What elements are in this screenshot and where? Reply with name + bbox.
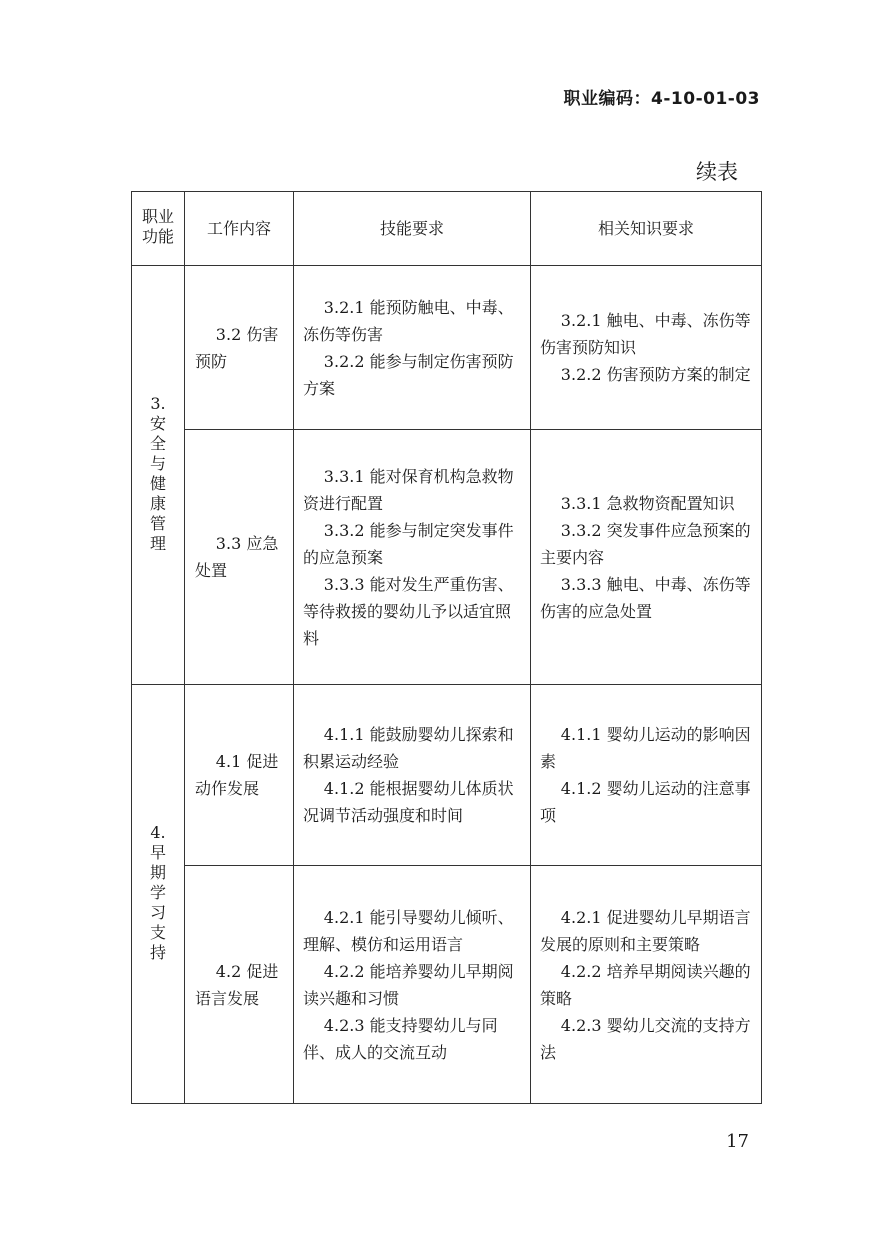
content-cell: 3.3 应急处置 bbox=[185, 430, 294, 685]
occupation-code: 职业编码：4-10-01-03 bbox=[563, 89, 760, 109]
skills-cell: 3.2.1 能预防触电、中毒、冻伤等伤害 3.2.2 能参与制定伤害预防方案 bbox=[294, 266, 531, 430]
skills-cell: 3.3.1 能对保育机构急救物资进行配置 3.3.2 能参与制定突发事件的应急预案 3.3.3 能对发生严重伤害、等待救援的婴幼儿予以适宜照料 bbox=[294, 430, 531, 685]
table-row bbox=[132, 266, 762, 430]
content-cell: 4.2 促进语言发展 bbox=[185, 866, 294, 1104]
knowledge-cell: 3.3.1 急救物资配置知识 3.3.2 突发事件应急预案的主要内容 3.3.3 触电、中毒、冻伤等伤害的应急处置 bbox=[531, 430, 762, 685]
content-cell: 4.1 促进动作发展 bbox=[185, 685, 294, 866]
function-label: 4. 早 期 学 习 支 持 bbox=[149, 822, 166, 962]
continued-label: 续表 bbox=[696, 160, 738, 184]
table-row bbox=[132, 430, 762, 685]
function-cell bbox=[132, 266, 185, 685]
header-knowledge: 相关知识要求 bbox=[531, 192, 762, 266]
function-label: 3. 安 全 与 健 康 管 理 bbox=[149, 393, 166, 553]
skills-cell: 4.2.1 能引导婴幼儿倾听、理解、模仿和运用语言 4.2.2 能培养婴幼儿早期阅读兴趣和习惯 4.2.3 能支持婴幼儿与同伴、成人的交流互动 bbox=[294, 866, 531, 1104]
header-function: 职业功能 bbox=[132, 192, 185, 266]
content-cell: 3.2 伤害预防 bbox=[185, 266, 294, 430]
knowledge-cell: 4.1.1 婴幼儿运动的影响因素 4.1.2 婴幼儿运动的注意事项 bbox=[531, 685, 762, 866]
header-skills: 技能要求 bbox=[294, 192, 531, 266]
table-header-row bbox=[132, 192, 762, 266]
function-cell bbox=[132, 685, 185, 1104]
standards-table bbox=[131, 191, 762, 1104]
knowledge-cell: 3.2.1 触电、中毒、冻伤等伤害预防知识 3.2.2 伤害预防方案的制定 bbox=[531, 266, 762, 430]
page-number: 17 bbox=[726, 1131, 749, 1152]
knowledge-cell: 4.2.1 促进婴幼儿早期语言发展的原则和主要策略 4.2.2 培养早期阅读兴趣的策略 4.2.3 婴幼儿交流的支持方法 bbox=[531, 866, 762, 1104]
skills-cell: 4.1.1 能鼓励婴幼儿探索和积累运动经验 4.1.2 能根据婴幼儿体质状况调节活动强度和时间 bbox=[294, 685, 531, 866]
header-content: 工作内容 bbox=[185, 192, 294, 266]
table-row bbox=[132, 685, 762, 866]
table-row bbox=[132, 866, 762, 1104]
